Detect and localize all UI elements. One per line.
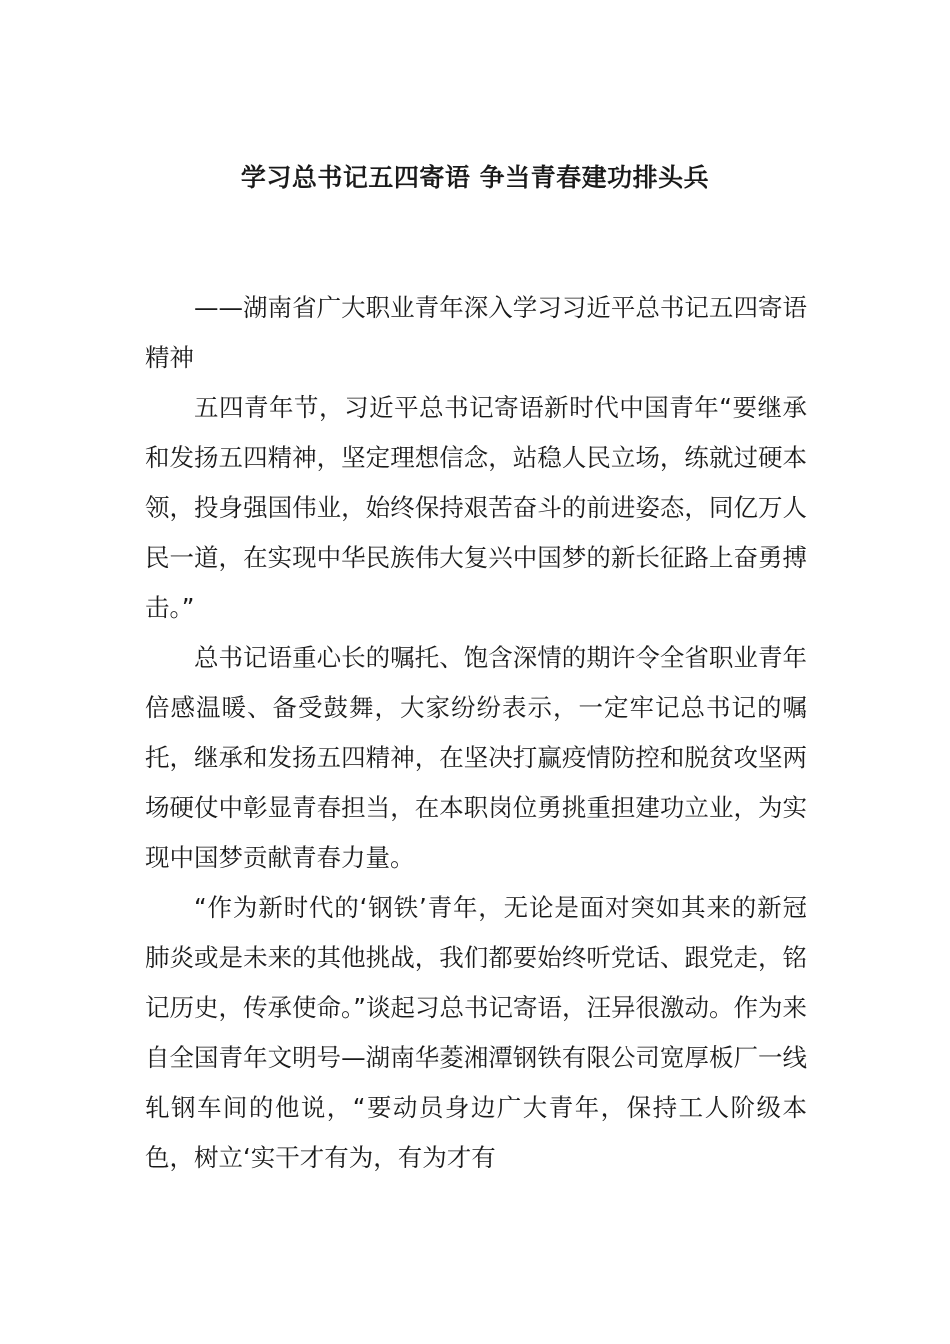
document-body	[145, 283, 807, 1183]
body-paragraph: “作为新时代的‘钢铁’青年，无论是面对突如其来的新冠肺炎或是未来的其他挑战，我们都要始终听党话、跟党走，铭记历史，传承使命。”谈起习总书记寄语，汪异很激动。作为来自全国青年文明号—湖南华菱湘潭钢铁有限公司宽厚板厂一线轧钢车间的他说，“要动员身边广大青年，保持工人阶级本色，树立‘实干才有为，有为才有	[145, 893, 807, 1172]
document-title: 学习总书记五四寄语 争当青春建功排头兵	[240, 163, 710, 192]
subtitle-paragraph: ——湖南省广大职业青年深入学习习近平总书记五四寄语精神	[145, 293, 807, 372]
body-paragraph: 五四青年节，习近平总书记寄语新时代中国青年“要继承和发扬五四精神，坚定理想信念，站稳人民立场，练就过硬本领，投身强国伟业，始终保持艰苦奋斗的前进姿态，同亿万人民一道，在实现中华民族伟大复兴中国梦的新长征路上奋勇搏击。”	[145, 393, 807, 622]
body-paragraph: 总书记语重心长的嘱托、饱含深情的期许令全省职业青年倍感温暖、备受鼓舞，大家纷纷表示，一定牢记总书记的嘱托，继承和发扬五四精神，在坚决打赢疫情防控和脱贫攻坚两场硬仗中彰显青春担当，在本职岗位勇挑重担建功立业，为实现中国梦贡献青春力量。	[145, 643, 807, 872]
